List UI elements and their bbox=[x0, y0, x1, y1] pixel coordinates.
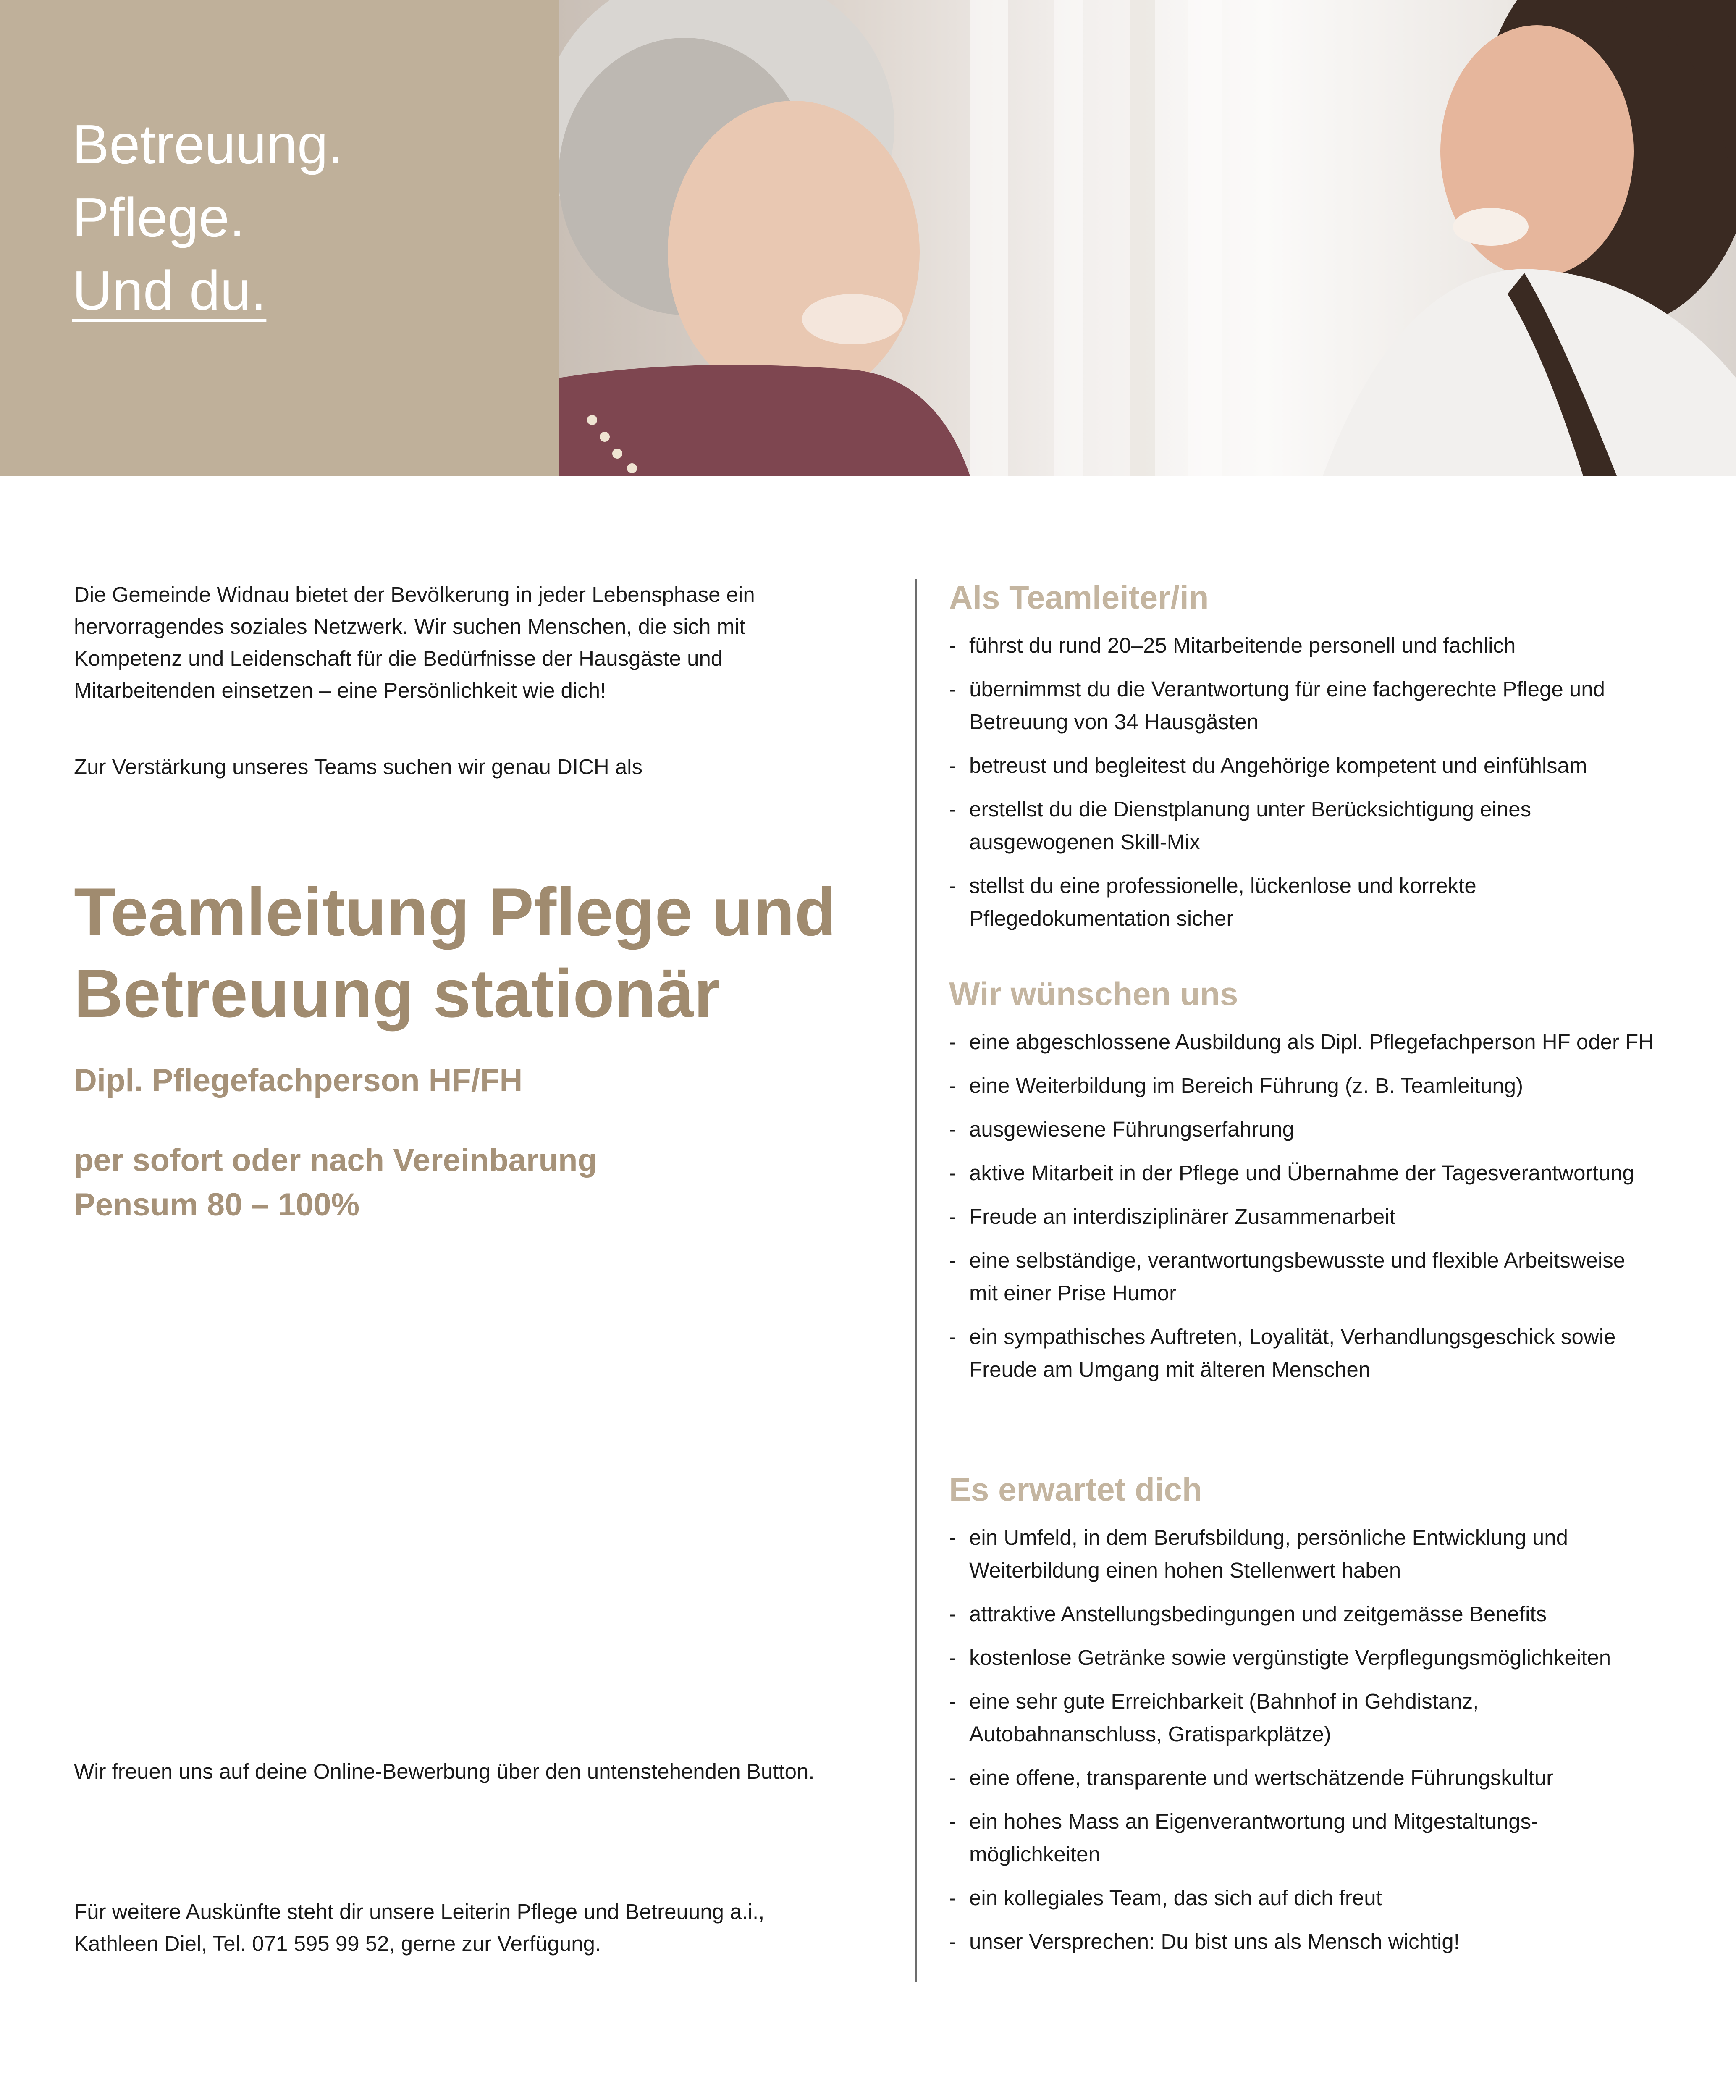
list-item: - eine Weiterbildung im Bereich Führung (z. B. Teamleitung) bbox=[949, 1074, 1524, 1097]
bullet-list bbox=[949, 1026, 1659, 1386]
list-item: - betreust und begleitest du Angehörige kompetent und einfühlsam bbox=[949, 753, 1587, 777]
list-item: - ein kollegiales Team, das sich auf dich freut bbox=[949, 1886, 1382, 1910]
contact-note: Für weitere Auskünfte steht dir unsere Leiterin Pflege und Betreuung a.i., Kathleen Diel, Tel. 071 595 99 52, gerne zur Verfügung. bbox=[74, 1900, 765, 1956]
application-note: Wir freuen uns auf deine Online-Bewerbung über den untenstehenden Button. bbox=[74, 1759, 815, 1783]
list-item: - unser Versprechen: Du bist uns als Mensch wichtig! bbox=[949, 1929, 1460, 1953]
list-item: - attraktive Anstellungsbedingungen und zeitgemässe Benefits bbox=[949, 1602, 1547, 1626]
list-item: - eine selbständige, verantwortungsbewusste und flexible Arbeitsweise mit einer Prise Humor bbox=[949, 1248, 1626, 1305]
hero-line-3: Und du. bbox=[72, 260, 267, 321]
hero-photo-illustration bbox=[559, 0, 1736, 476]
list-item: - eine sehr gute Erreichbarkeit (Bahnhof in Gehdistanz, Autobahnanschluss, Gratisparkplätze) bbox=[949, 1689, 1479, 1746]
hero-photo bbox=[559, 0, 1736, 476]
hero-panel bbox=[0, 0, 559, 476]
section-teamleiter bbox=[949, 576, 1659, 946]
list-item: - ausgewiesene Führungserfahrung bbox=[949, 1117, 1295, 1141]
hero-line-1: Betreuung. bbox=[72, 113, 344, 175]
list-item: - ein Umfeld, in dem Berufsbildung, persönliche Entwicklung und Weiterbildung einen hohen Stellenwert haben bbox=[949, 1525, 1568, 1582]
job-start: per sofort oder nach Vereinbarung bbox=[74, 1142, 597, 1178]
list-item: - übernimmst du die Verantwortung für eine fachgerechte Pflege und Betreuung von 34 Hausgästen bbox=[949, 677, 1605, 734]
intro-callout: Zur Verstärkung unseres Teams suchen wir genau DICH als bbox=[74, 755, 643, 779]
list-item: - ein sympathisches Auftreten, Loyalität, Verhandlungsgeschick sowie Freude am Umgang mit älteren Menschen bbox=[949, 1325, 1616, 1381]
list-item: - aktive Mitarbeit in der Pflege und Übernahme der Tagesverantwortung bbox=[949, 1161, 1634, 1185]
list-item: - ein hohes Mass an Eigenverantwortung und Mitgestaltungsmöglichkeiten bbox=[949, 1809, 1539, 1866]
column-divider bbox=[915, 579, 917, 1982]
hero-line-2: Pflege. bbox=[72, 186, 245, 248]
list-item: - stellst du eine professionelle, lückenlose und korrekte Pflegedokumentation sicher bbox=[949, 874, 1476, 930]
section-heading: Es erwartet dich bbox=[949, 1471, 1202, 1508]
list-item: - eine offene, transparente und wertschätzende Führungskultur bbox=[949, 1766, 1554, 1790]
list-item: - Freude an interdisziplinärer Zusammenarbeit bbox=[949, 1205, 1395, 1228]
job-title: Teamleitung Pflege und Betreuung stationär bbox=[74, 874, 837, 1032]
job-subtitle: Dipl. Pflegefachperson HF/FH bbox=[74, 1063, 523, 1098]
intro-paragraph: Die Gemeinde Widnau bietet der Bevölkerung in jeder Lebensphase ein hervorragendes soziales Netzwerk. Wir suchen Menschen, die sich mit Kompetenz und Leidenschaft für die Bedürfnisse der Hausgäste und Mitarbeitenden einsetzen – eine Persönlichkeit wie dich! bbox=[74, 583, 755, 702]
bullet-list bbox=[949, 629, 1659, 935]
bullet-list bbox=[949, 1521, 1659, 1958]
section-heading: Wir wünschen uns bbox=[949, 975, 1238, 1012]
list-item: - erstellst du die Dienstplanung unter Berücksichtigung eines ausgewogenen Skill-Mix bbox=[949, 797, 1531, 854]
list-item: - führst du rund 20–25 Mitarbeitende personell und fachlich bbox=[949, 633, 1516, 657]
section-wuenschen bbox=[949, 973, 1659, 1397]
section-erwartet bbox=[949, 1468, 1659, 1969]
job-pensum: Pensum 80 – 100% bbox=[74, 1187, 360, 1223]
list-item: - eine abgeschlossene Ausbildung als Dipl. Pflegefachperson HF oder FH bbox=[949, 1030, 1654, 1054]
list-item: - kostenlose Getränke sowie vergünstigte Verpflegungsmöglichkeiten bbox=[949, 1646, 1611, 1670]
section-heading: Als Teamleiter/in bbox=[949, 579, 1209, 616]
